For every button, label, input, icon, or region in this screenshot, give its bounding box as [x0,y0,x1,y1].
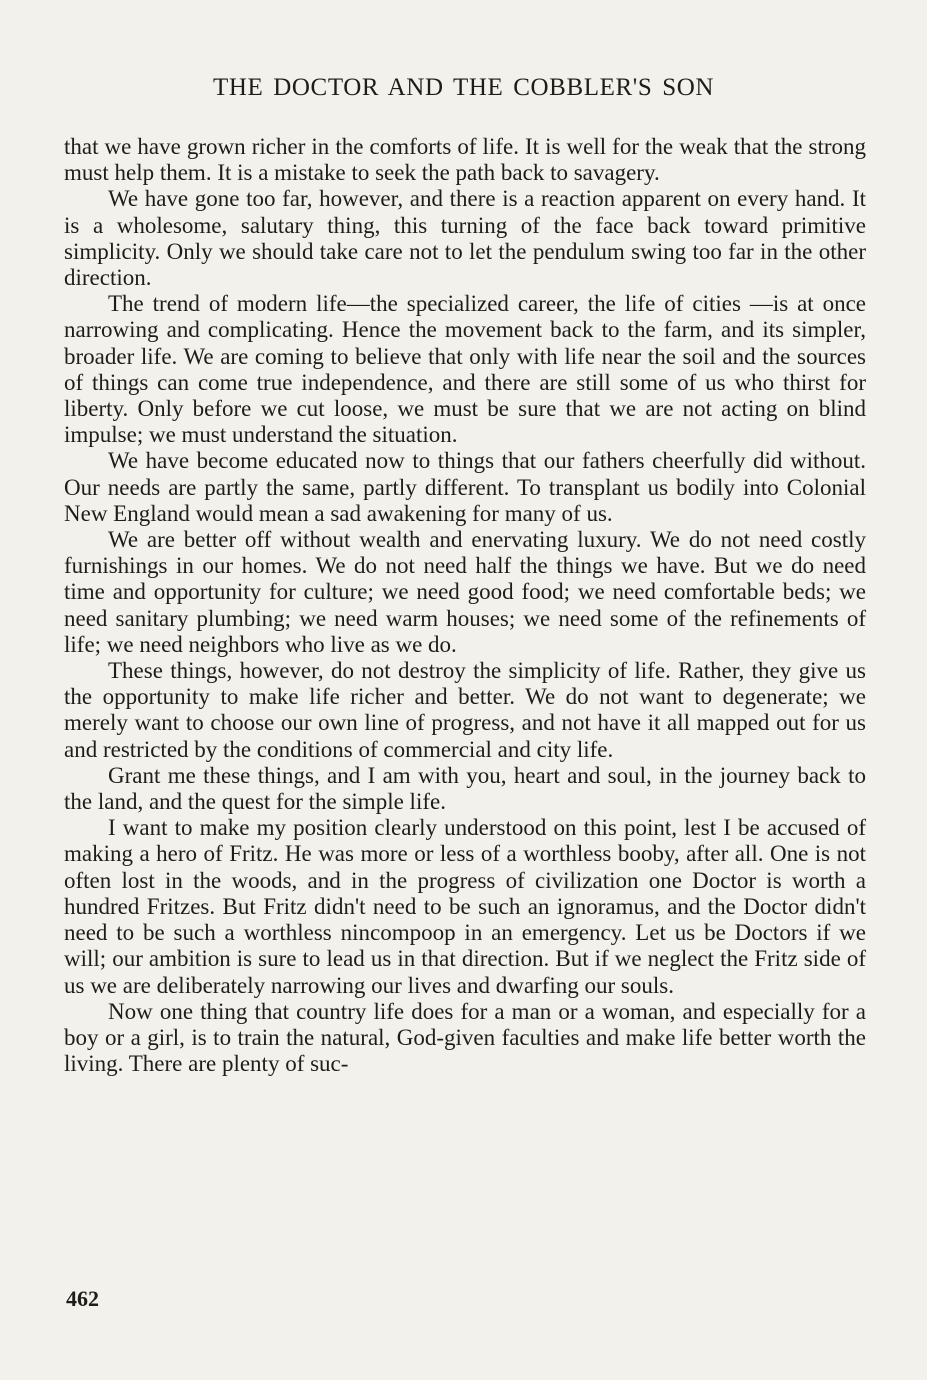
body-text [64,134,866,1077]
paragraph: Grant me these things, and I am with you, heart and soul, in the journey back to the land, and the quest for the simple life. [64,762,866,815]
running-header: THE DOCTOR AND THE COBBLER'S SON [212,74,715,101]
paragraph: The trend of modern life—the specialized career, the life of cities —is at once narrowing and complicating. Hence the movement back to the farm, and its simpler, broader life. We are coming to believe that only with life near the soil and the sources of things can come true independence, and there are still some of us who thirst for liberty. Only before we cut loose, we must be sure that we are not acting on blind impulse; we must understand the situation. [64,291,866,448]
paragraph: We are better off without wealth and enervating luxury. We do not need costly furnishings in our homes. We do not need half the things we have. But we do need time and opportunity for culture; we need good food; we need comfortable beds; we need sanitary plumbing; we need warm houses; we need some of the refinements of life; we need neighbors who live as we do. [64,527,866,657]
paragraph: We have gone too far, however, and there is a reaction apparent on every hand. It is a wholesome, salutary thing, this turning of the face back toward primitive simplicity. Only we should take care not to let the pendulum swing too far in the other direction. [64,186,866,291]
paragraph-continued: that we have grown richer in the comforts of life. It is well for the weak that the strong must help them. It is a mistake to seek the path back to savagery. [64,134,866,186]
paragraph: Now one thing that country life does for a man or a woman, and especially for a boy or a girl, is to train the natural, God-given faculties and make life better worth the living. There are plenty of suc- [64,998,866,1077]
paragraph: We have become educated now to things that our fathers cheerfully did without. Our needs are partly the same, partly different. To transplant us bodily into Colonial New England would mean a sad awakening for many of us. [64,448,866,526]
page-number: 462 [66,1286,99,1311]
paragraph: These things, however, do not destroy the simplicity of life. Rather, they give us the opportunity to make life richer and better. We do not want to degenerate; we merely want to choose our own line of progress, and not have it all mapped out for us and restricted by the conditions of commercial and city life. [64,658,866,762]
paragraph: I want to make my position clearly understood on this point, lest I be accused of making a hero of Fritz. He was more or less of a worthless booby, after all. One is not often lost in the woods, and in the progress of civilization one Doctor is worth a hundred Fritzes. But Fritz didn't need to be such an ignoramus, and the Doctor didn't need to be such a worthless nincompoop in an emergency. Let us be Doctors if we will; our ambition is sure to lead us in that direction. But if we neglect the Fritz side of us we are deliberately narrowing our lives and dwarfing our souls. [64,815,866,998]
